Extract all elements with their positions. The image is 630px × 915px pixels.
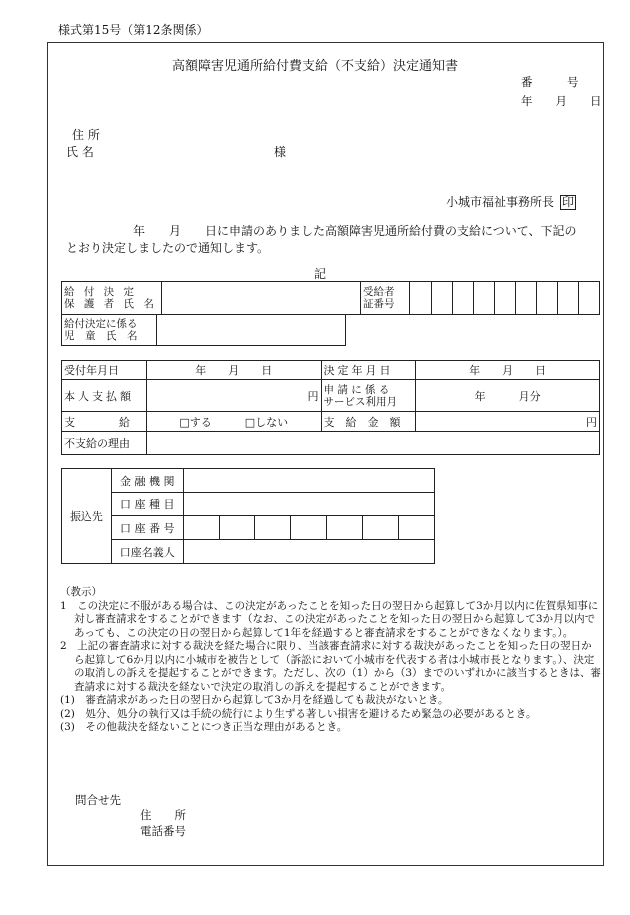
amount-value[interactable]: 円 xyxy=(416,412,600,432)
recipient-number-digit[interactable] xyxy=(578,282,599,315)
guardian-table xyxy=(61,281,600,315)
payment-yes-checkbox[interactable]: □する xyxy=(179,415,212,429)
account-number-label: 口 座 番 号 xyxy=(111,516,183,540)
reason-value[interactable] xyxy=(146,432,599,455)
body-line-2: とおり決定しましたので通知します。 xyxy=(66,241,270,255)
recipient-number-digit[interactable] xyxy=(431,282,452,315)
self-pay-value[interactable]: 円 xyxy=(146,380,321,412)
recipient-number-digit[interactable] xyxy=(473,282,494,315)
received-date-label: 受付年月日 xyxy=(62,361,147,380)
account-holder-value[interactable] xyxy=(183,540,434,564)
child-name-label: 給付決定に係る 児 童 氏 名 xyxy=(62,315,157,346)
notes-sub-2: (2) 処分、処分の執行又は手続の続行により生ずる著しい損害を避けるため緊急の必要があるとき。 xyxy=(60,707,537,720)
page-title: 高額障害児通所給付費支給（不支給）決定通知書 xyxy=(171,59,458,74)
form-number: 様式第15号（第12条関係） xyxy=(58,23,209,37)
notes-item-1: 1 この決定に不服がある場合は、この決定があったことを知った日の翌日から起算して3か月以内に佐賀県知事に対し審査請求をすることができます（なお、この決定があったことを知った日の翌日から起算して3か月以内であっても、この決定の日の翌日から起算して1年を経過すると審査請求をすることができなくなります。）。 xyxy=(60,599,599,639)
recipient-number-digit[interactable] xyxy=(536,282,557,315)
seal-mark: 印 xyxy=(562,195,575,209)
notes-sub-1: (1) 審査請求があった日の翌日から起算して3か月を経過しても裁決がないとき。 xyxy=(60,694,449,706)
payment-label: 支 給 xyxy=(62,412,147,432)
contact-heading: 問合せ先 xyxy=(75,793,121,807)
account-number-digit[interactable] xyxy=(291,516,327,540)
amount-label: 支 給 金 額 xyxy=(321,412,416,432)
recipient-number-digit[interactable] xyxy=(557,282,578,315)
recipient-number-digit[interactable] xyxy=(452,282,473,315)
recipient-number-digit[interactable] xyxy=(410,282,431,315)
name-label: 氏 名 xyxy=(66,145,94,159)
bank-value[interactable] xyxy=(183,469,434,493)
recipient-number-digit[interactable] xyxy=(515,282,536,315)
ki-heading: 記 xyxy=(314,267,327,281)
payment-choice xyxy=(146,412,321,432)
child-table xyxy=(61,314,346,346)
service-month-value[interactable]: 年 月分 xyxy=(416,380,600,412)
payment-no-checkbox[interactable]: □しない xyxy=(244,415,289,429)
account-number-digit[interactable] xyxy=(363,516,399,540)
received-date-value[interactable]: 年 月 日 xyxy=(146,361,321,380)
notes-sub-3: (3) その他裁決を経ないことにつき正当な理由があるとき。 xyxy=(60,721,348,733)
account-number-digit[interactable] xyxy=(399,516,435,540)
decision-table xyxy=(61,360,600,455)
bank-label: 金 融 機 関 xyxy=(111,469,183,493)
issuer xyxy=(446,193,576,210)
transfer-label: 振込先 xyxy=(62,469,112,564)
service-month-label: 申 請 に 係 る サービス利用月 xyxy=(321,380,416,412)
account-number-digit[interactable] xyxy=(255,516,291,540)
reason-label: 不支給の理由 xyxy=(62,432,147,455)
contact-phone-label: 電話番号 xyxy=(140,824,186,838)
account-type-label: 口 座 種 目 xyxy=(111,493,183,516)
self-pay-label: 本人支払額 xyxy=(62,380,147,412)
notes-section xyxy=(60,586,602,735)
child-name-value[interactable] xyxy=(156,315,345,346)
recipient-number-digit[interactable] xyxy=(494,282,515,315)
address-label: 住 所 xyxy=(72,128,100,142)
notes-heading: （教示） xyxy=(60,586,102,598)
account-number-digit[interactable] xyxy=(219,516,255,540)
document-date: 年 月 日 xyxy=(521,94,602,108)
account-holder-label: 口座名義人 xyxy=(111,540,183,564)
contact-address-label: 住 所 xyxy=(140,808,186,822)
document-number: 番 号 xyxy=(521,75,579,89)
decision-date-label: 決定年月日 xyxy=(321,361,416,380)
account-type-value[interactable] xyxy=(183,493,434,516)
guardian-name-label: 給 付 決 定 保 護 者 氏 名 xyxy=(62,282,162,315)
body-line-1: 年 月 日に申請のありました高額障害児通所給付費の支給について、下記の xyxy=(133,224,577,238)
transfer-table xyxy=(61,468,435,564)
notes-item-2: 2 上記の審査請求に対する裁決を経た場合に限り、当該審査請求に対する裁決があったことを知った日の翌日から起算して6か月以内に小城市を被告として（訴訟において小城市を代表する者は小城市長となります。）、決定の取消しの訴えを提起することができます。ただし、次の（1）から（3）までのいずれかに該当するときは、審査請求に対する裁決を経ないで決定の取消しの訴えを提起することができます。 xyxy=(60,640,602,693)
decision-date-value[interactable]: 年 月 日 xyxy=(416,361,600,380)
honorific: 様 xyxy=(274,145,287,159)
recipient-number-label: 受給者 証番号 xyxy=(361,282,410,315)
issuer-name: 小城市福祉事務所長 xyxy=(446,195,555,209)
guardian-name-value[interactable] xyxy=(162,282,361,315)
account-number-digit[interactable] xyxy=(327,516,363,540)
account-number-digit[interactable] xyxy=(183,516,219,540)
